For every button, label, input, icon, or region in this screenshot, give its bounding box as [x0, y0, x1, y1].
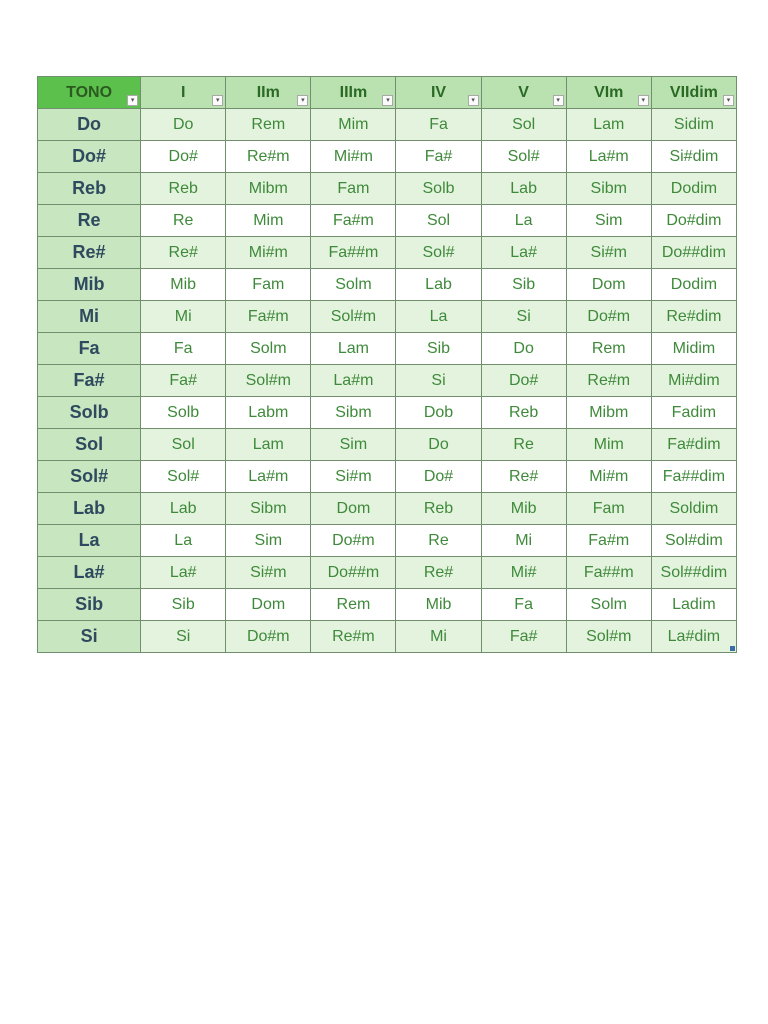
dropdown-arrow-icon: ▾	[301, 97, 305, 104]
chord-cell[interactable]: Mib	[396, 589, 481, 621]
chord-cell[interactable]: Fam	[226, 269, 311, 301]
dropdown-arrow-icon: ▾	[130, 97, 135, 104]
filter-dropdown-button[interactable]	[553, 95, 564, 106]
dropdown-arrow-icon: ▾	[386, 97, 390, 104]
dropdown-arrow-icon: ▾	[726, 97, 731, 104]
chord-cell[interactable]: Fa#	[141, 365, 226, 397]
filter-dropdown-button[interactable]	[212, 95, 223, 106]
chord-cell[interactable]: Do#m	[226, 621, 311, 653]
table-row	[38, 141, 737, 173]
table-row	[38, 429, 737, 461]
column-header-tono	[38, 77, 141, 109]
chord-cell[interactable]: Labm	[226, 397, 311, 429]
chord-cell[interactable]: Do##dim	[651, 237, 736, 269]
chord-cell[interactable]: Si#dim	[651, 141, 736, 173]
chord-cell[interactable]: Mi	[396, 621, 481, 653]
column-header-label: I	[180, 83, 186, 101]
chord-cell[interactable]: Re#	[141, 237, 226, 269]
chord-cell[interactable]: La#m	[566, 141, 651, 173]
key-cell[interactable]: Fa#	[38, 365, 141, 397]
chord-cell[interactable]: Solm	[566, 589, 651, 621]
table-row	[38, 589, 737, 621]
chord-cell[interactable]: Fa#m	[566, 525, 651, 557]
key-cell[interactable]: Re	[38, 205, 141, 237]
chord-cell[interactable]: Do	[481, 333, 566, 365]
column-header-label: IIIm	[339, 83, 368, 101]
table-row	[38, 301, 737, 333]
table-row	[38, 205, 737, 237]
chord-cell[interactable]: Si	[396, 365, 481, 397]
chord-cell[interactable]: La#m	[226, 461, 311, 493]
filter-dropdown-button[interactable]	[382, 95, 393, 106]
table-row	[38, 557, 737, 589]
chord-cell[interactable]: Do	[396, 429, 481, 461]
chord-cell[interactable]: Mi#m	[226, 237, 311, 269]
chord-cell[interactable]: Fa#m	[226, 301, 311, 333]
chord-cell[interactable]	[651, 621, 736, 653]
chord-cell[interactable]: Re	[396, 525, 481, 557]
chord-cell[interactable]: Dom	[566, 269, 651, 301]
chord-cell[interactable]: Si#m	[311, 461, 396, 493]
table-body	[38, 109, 737, 653]
chord-cell[interactable]: Fadim	[651, 397, 736, 429]
chord-cell[interactable]: Lab	[481, 173, 566, 205]
table-row	[38, 621, 737, 653]
chord-cell[interactable]: Re#dim	[651, 301, 736, 333]
chord-cell[interactable]: Sol#m	[566, 621, 651, 653]
dropdown-arrow-icon: ▾	[641, 97, 646, 104]
chord-cell[interactable]: Rem	[226, 109, 311, 141]
chord-table	[37, 76, 737, 653]
chord-cell[interactable]: Sim	[566, 205, 651, 237]
table-row	[38, 365, 737, 397]
key-cell[interactable]: Re#	[38, 237, 141, 269]
chord-cell[interactable]: Solm	[226, 333, 311, 365]
column-header-label: VIm	[594, 83, 624, 101]
chord-cell[interactable]: Sol#dim	[651, 525, 736, 557]
chord-cell[interactable]: Soldim	[651, 493, 736, 525]
key-cell[interactable]: Do#	[38, 141, 141, 173]
chord-cell[interactable]: Do#m	[311, 525, 396, 557]
chord-cell[interactable]: Do#m	[566, 301, 651, 333]
column-header-v	[481, 77, 566, 109]
chord-cell[interactable]: Re#m	[566, 365, 651, 397]
chord-cell[interactable]: Sol##dim	[651, 557, 736, 589]
chord-cell[interactable]: Reb	[396, 493, 481, 525]
table-row	[38, 525, 737, 557]
key-cell[interactable]: Reb	[38, 173, 141, 205]
chord-cell[interactable]: Sol#	[141, 461, 226, 493]
chord-cell[interactable]: Mi#dim	[651, 365, 736, 397]
chord-cell[interactable]: Mibm	[226, 173, 311, 205]
chord-cell[interactable]: La#	[141, 557, 226, 589]
column-header-iiim	[311, 77, 396, 109]
key-cell[interactable]: Sol#	[38, 461, 141, 493]
key-cell[interactable]: La	[38, 525, 141, 557]
chord-cell[interactable]: Reb	[141, 173, 226, 205]
key-cell[interactable]: Sib	[38, 589, 141, 621]
chord-cell[interactable]: Re#m	[311, 621, 396, 653]
table-row	[38, 397, 737, 429]
chord-cell[interactable]: Sidim	[651, 109, 736, 141]
chord-cell[interactable]: Mib	[481, 493, 566, 525]
chord-cell[interactable]: Sim	[226, 525, 311, 557]
chord-cell[interactable]: Ladim	[651, 589, 736, 621]
column-header-iv	[396, 77, 481, 109]
chord-cell[interactable]: Do#	[481, 365, 566, 397]
filter-dropdown-button[interactable]	[468, 95, 479, 106]
chord-cell[interactable]: Solm	[311, 269, 396, 301]
chord-cell[interactable]: Rem	[566, 333, 651, 365]
key-cell[interactable]: Fa	[38, 333, 141, 365]
chord-cell[interactable]: Re#	[396, 557, 481, 589]
chord-cell[interactable]: Re#m	[226, 141, 311, 173]
chord-cell[interactable]: Dodim	[651, 173, 736, 205]
column-header-iim	[226, 77, 311, 109]
column-header-label: VIIdim	[669, 83, 718, 101]
chord-cell[interactable]: Sibm	[566, 173, 651, 205]
chord-cell[interactable]: Sibm	[226, 493, 311, 525]
chord-cell[interactable]: Mi#m	[311, 141, 396, 173]
chord-cell[interactable]: Sol	[141, 429, 226, 461]
chord-cell[interactable]: La#m	[311, 365, 396, 397]
chord-cell[interactable]: Midim	[651, 333, 736, 365]
chord-cell[interactable]: La	[481, 205, 566, 237]
chord-cell[interactable]: Fa#m	[311, 205, 396, 237]
chord-cell[interactable]: Sib	[396, 333, 481, 365]
chord-cell[interactable]: La#	[481, 237, 566, 269]
chord-cell[interactable]: Sol#	[396, 237, 481, 269]
chord-cell[interactable]: Fa##m	[311, 237, 396, 269]
key-cell[interactable]: Sol	[38, 429, 141, 461]
chord-cell[interactable]: Lam	[311, 333, 396, 365]
chord-cell[interactable]: Dom	[311, 493, 396, 525]
column-header-label: V	[518, 83, 529, 101]
filter-dropdown-button[interactable]	[297, 95, 308, 106]
chord-cell[interactable]: Sol#m	[226, 365, 311, 397]
chord-cell[interactable]: Dob	[396, 397, 481, 429]
chord-cell[interactable]: Fa	[396, 109, 481, 141]
column-header-label: IV	[430, 83, 447, 101]
chord-cell[interactable]: Fam	[566, 493, 651, 525]
chord-cell[interactable]: Mi	[481, 525, 566, 557]
chord-cell[interactable]: Re	[141, 205, 226, 237]
chord-cell[interactable]: Reb	[481, 397, 566, 429]
chord-cell[interactable]: Mim	[311, 109, 396, 141]
chord-cell[interactable]: Sol	[396, 205, 481, 237]
chord-cell[interactable]: Lab	[396, 269, 481, 301]
table-row	[38, 493, 737, 525]
chord-cell[interactable]: Si#m	[226, 557, 311, 589]
chord-cell[interactable]: Dodim	[651, 269, 736, 301]
chord-cell[interactable]: Mi	[141, 301, 226, 333]
key-cell[interactable]: Solb	[38, 397, 141, 429]
header-row	[38, 77, 737, 109]
dropdown-arrow-icon: ▾	[471, 97, 475, 104]
table-row	[38, 461, 737, 493]
chord-cell[interactable]: Si	[141, 621, 226, 653]
chord-cell[interactable]: Sibm	[311, 397, 396, 429]
chord-cell[interactable]: Mi#	[481, 557, 566, 589]
chord-cell[interactable]: Fa	[481, 589, 566, 621]
column-header-label: TONO	[66, 83, 113, 101]
table-row	[38, 333, 737, 365]
chord-cell[interactable]: Dom	[226, 589, 311, 621]
table-row	[38, 237, 737, 269]
chord-cell[interactable]: Fa#	[396, 141, 481, 173]
chord-cell[interactable]: Mim	[226, 205, 311, 237]
chord-cell[interactable]: Do#	[141, 141, 226, 173]
chord-cell[interactable]: Sol#m	[311, 301, 396, 333]
chord-cell[interactable]: La	[141, 525, 226, 557]
column-header-vim	[566, 77, 651, 109]
chord-cell[interactable]: Sim	[311, 429, 396, 461]
chord-cell[interactable]: Lam	[226, 429, 311, 461]
key-cell[interactable]: Mi	[38, 301, 141, 333]
chord-cell[interactable]: Fa##m	[566, 557, 651, 589]
table-resize-handle[interactable]	[730, 646, 735, 651]
key-cell[interactable]: La#	[38, 557, 141, 589]
filter-dropdown-button[interactable]	[723, 95, 734, 106]
table-row	[38, 109, 737, 141]
chord-cell[interactable]: Lab	[141, 493, 226, 525]
chord-cell[interactable]: Fa##dim	[651, 461, 736, 493]
key-cell[interactable]: Mib	[38, 269, 141, 301]
filter-dropdown-button[interactable]	[127, 95, 138, 106]
chord-cell[interactable]: Mim	[566, 429, 651, 461]
chord-cell[interactable]: Sol	[481, 109, 566, 141]
chord-cell[interactable]: Do##m	[311, 557, 396, 589]
chord-cell[interactable]: Mib	[141, 269, 226, 301]
dropdown-arrow-icon: ▾	[556, 97, 560, 104]
chord-cell[interactable]: Sol#	[481, 141, 566, 173]
chord-cell[interactable]: Fa	[141, 333, 226, 365]
key-cell[interactable]: Si	[38, 621, 141, 653]
column-header-i	[141, 77, 226, 109]
chord-cell[interactable]: Solb	[141, 397, 226, 429]
chord-cell-label: La#dim	[667, 627, 721, 645]
chord-cell[interactable]: Fam	[311, 173, 396, 205]
chord-cell[interactable]: Solb	[396, 173, 481, 205]
chord-cell[interactable]: La	[396, 301, 481, 333]
table-row	[38, 269, 737, 301]
chord-cell[interactable]: Si	[481, 301, 566, 333]
table-row	[38, 173, 737, 205]
key-cell[interactable]: Lab	[38, 493, 141, 525]
chord-cell[interactable]: Mibm	[566, 397, 651, 429]
chord-cell[interactable]: Mi#m	[566, 461, 651, 493]
chord-cell[interactable]: Do	[141, 109, 226, 141]
chord-cell[interactable]: Do#dim	[651, 205, 736, 237]
filter-dropdown-button[interactable]	[638, 95, 649, 106]
chord-cell[interactable]: Re#	[481, 461, 566, 493]
chord-cell[interactable]: Rem	[311, 589, 396, 621]
column-header-viidim	[651, 77, 736, 109]
chord-cell[interactable]: Do#	[396, 461, 481, 493]
chord-cell[interactable]: Re	[481, 429, 566, 461]
column-header-label: IIm	[256, 83, 280, 101]
chord-cell[interactable]: Sib	[141, 589, 226, 621]
chord-cell[interactable]: Si#m	[566, 237, 651, 269]
chord-cell[interactable]: Fa#	[481, 621, 566, 653]
key-cell[interactable]: Do	[38, 109, 141, 141]
dropdown-arrow-icon: ▾	[215, 97, 220, 104]
chord-cell[interactable]: Fa#dim	[651, 429, 736, 461]
chord-cell[interactable]: Sib	[481, 269, 566, 301]
chord-cell[interactable]: Lam	[566, 109, 651, 141]
